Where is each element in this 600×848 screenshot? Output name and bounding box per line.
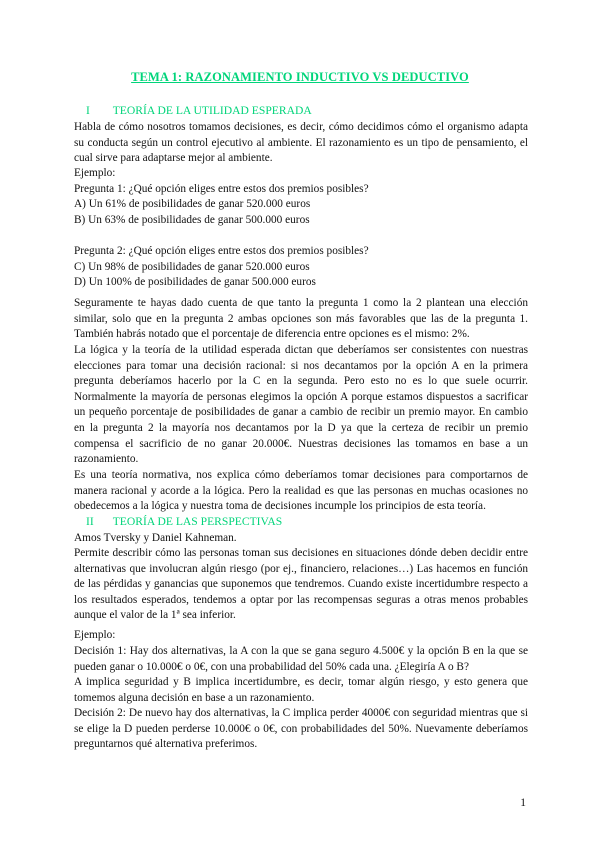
section1-paragraph-3: La lógica y la teoría de la utilidad esperada dictan que deberíamos ser consistentes con nuestras elecciones para tomar una decisión racional: si nos decantamos por la opción A en la primera pregunta deberíamos hacerlo por la C en la segunda. Pero esto no es lo que suele ocurrir. Normalmente la mayoría de personas elegimos la opción A porque estamos dispuestos a sacrificar un pequeño porcentaje de posibilidades de ganar a cambio de recibir un premio mayor. En cambio en la pregunta 2 la mayoría nos decantamos por la D ya que la certeza de recibir un premio compensa el sacrificio de no ganar 20.000€. Nuestras decisiones las tomamos en base a un razonamiento. (74, 344, 528, 466)
example-line: B) Un 63% de posibilidades de ganar 500.000 euros (74, 213, 310, 226)
section1-paragraph-4: Es una teoría normativa, nos explica cómo deberíamos tomar decisiones para comportarnos de manera racional y acorde a la lógica. Pero la realidad es que las personas en muchas ocasiones no obedecemos a la lógica y nuestra toma de decisiones incumple los principios de esta teoría. (74, 469, 528, 513)
section-title-2: TEORÍA DE LAS PERSPECTIVAS (112, 515, 283, 528)
page-title: TEMA 1: RAZONAMIENTO INDUCTIVO VS DEDUCTIVO (131, 70, 469, 84)
example-line: D) Un 100% de posibilidades de ganar 500.000 euros (74, 276, 316, 289)
section2-authors: Amos Tversky y Daniel Kahneman. (74, 532, 237, 544)
section-number-1: I (86, 104, 90, 117)
example-line: Ejemplo: (74, 167, 116, 179)
section1-intro: Habla de cómo nosotros tomamos decisiones, es decir, cómo decidimos cómo el organismo adapta su conducta según un control ejecutivo al ambiente. El razonamiento es un tipo de pensamiento, el cual sirve para adaptarse mejor al ambiente. (74, 121, 528, 165)
section2-example-label: Ejemplo: (74, 629, 116, 641)
example-line: Pregunta 2: ¿Qué opción eliges entre estos dos premios posibles? (74, 244, 369, 257)
section2-paragraph-1: Permite describir cómo las personas toman sus decisiones en situaciones dónde deben decidir entre alternativas que involucran algún riesgo (por ej., financiero, relaciones…) Las hacemos en función de las pérdidas y ganancias que suponemos que tendremos. Cuando existe incertidumbre respecto a los resultados esperados, tendemos a optar por las recompensas seguras a otras menos probables aunque el valor de la 1ª sea inferior. (74, 547, 528, 622)
section-title-1: TEORÍA DE LA UTILIDAD ESPERADA (112, 104, 312, 117)
section-heading-1 (86, 104, 312, 117)
section1-paragraph-2: Seguramente te hayas dado cuenta de que tanto la pregunta 1 como la 2 plantean una elección similar, solo que en la pregunta 2 ambas opciones son más favorables que las de la pregunta 1. También habrás notado que el porcentaje de diferencia entre opciones es el mismo: 2%. (74, 297, 528, 341)
example-line: A) Un 61% de posibilidades de ganar 520.000 euros (74, 198, 311, 211)
section-number-2: II (86, 515, 94, 528)
decision-2: Decisión 2: De nuevo hay dos alternativas, la C implica perder 4000€ con seguridad mientras que si se elige la D pueden perderse 10.000€ o 0€, con probabilidades del 50%. Nuevamente deberíamos preguntarnos qué alternativa preferimos. (74, 707, 528, 751)
example-line: C) Un 98% de posibilidades de ganar 520.000 euros (74, 260, 310, 273)
page-number: 1 (520, 797, 526, 809)
section-heading-2 (86, 515, 282, 528)
section1-example-list (74, 166, 528, 291)
decision-1-explanation: A implica seguridad y B implica incertidumbre, es decir, tomar algún riesgo, y esto genera que tomemos alguna decisión en base a un razonamiento. (74, 676, 528, 704)
decision-1: Decisión 1: Hay dos alternativas, la A con la que se gana seguro 4.500€ y la opción B en la que se pueden ganar o 10.000€ o 0€, con una probabilidad del 50% cada una. ¿Elegiría A o B? (74, 645, 528, 673)
example-line (74, 228, 528, 244)
example-line: Pregunta 1: ¿Qué opción eliges entre estos dos premios posibles? (74, 182, 369, 195)
